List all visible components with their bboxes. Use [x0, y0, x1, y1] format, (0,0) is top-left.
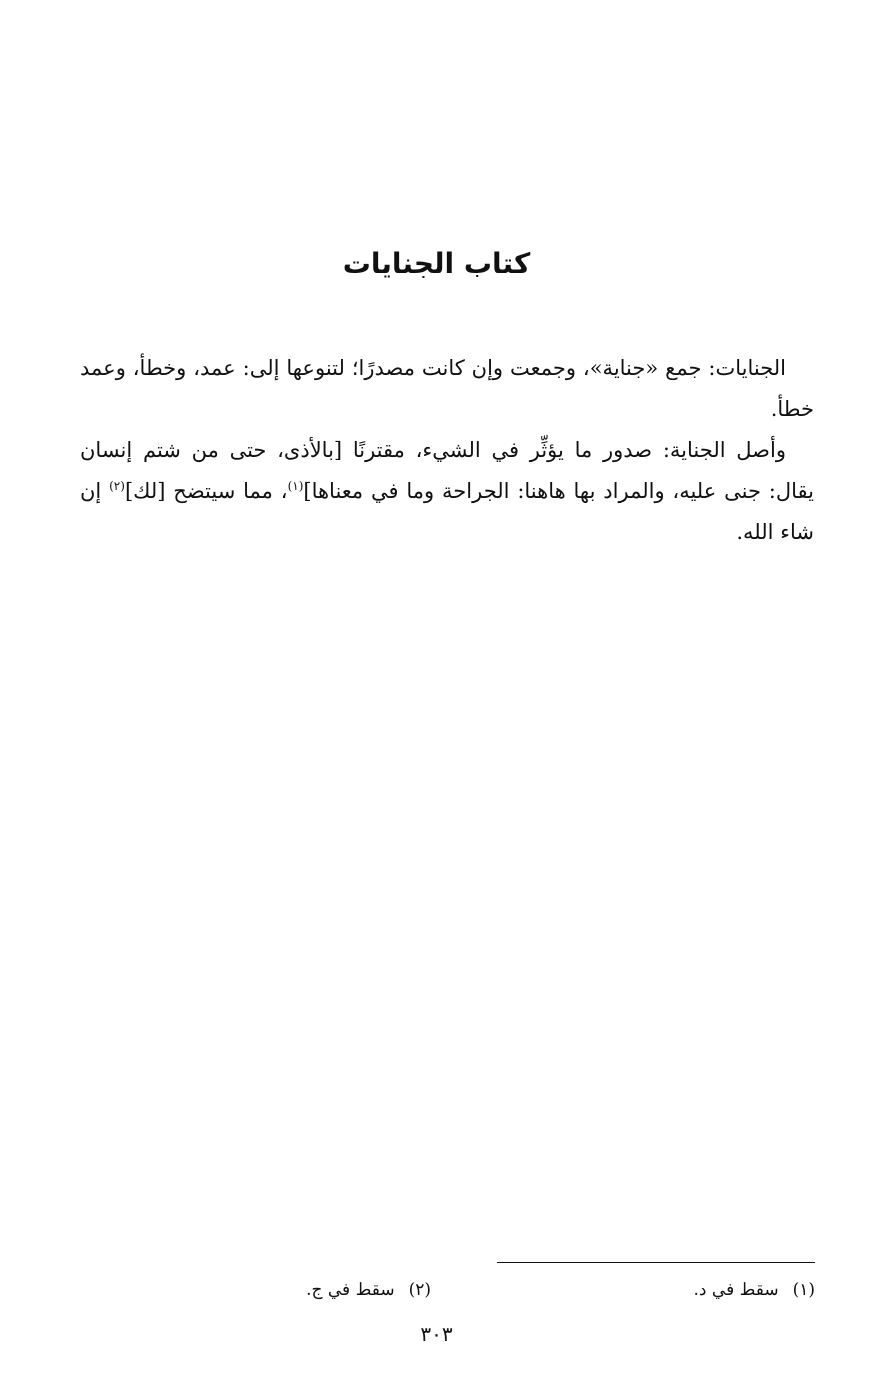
paragraph-origin — [80, 430, 814, 553]
footnote-2 — [306, 1273, 431, 1307]
footnote-number: (١) — [792, 1280, 815, 1300]
footnote-ref-2[interactable]: (٢) — [109, 479, 125, 493]
page-number: ٣٠٣ — [420, 1322, 453, 1346]
chapter-title: كتاب الجنايات — [342, 247, 531, 280]
footnotes — [0, 1273, 873, 1307]
body-text — [80, 348, 814, 553]
paragraph-origin-text-1: وأصل الجناية: صدور ما يؤثِّر في الشيء، مقترنًا [بالأذى، حتى من شتم إنسان يقال: جنى عليه، والمراد بها هاهنا: الجراحة وما في معناها] — [80, 438, 814, 503]
footnote-divider — [497, 1262, 815, 1263]
footnote-text: سقط في ج. — [306, 1280, 395, 1300]
paragraph-definition: الجنايات: جمع «جناية»، وجمعت وإن كانت مصدرًا؛ لتنوعها إلى: عمد، وخطأ، وعمد خطأ. — [80, 356, 814, 421]
footnote-1 — [694, 1273, 815, 1307]
footnote-number: (٢) — [408, 1280, 431, 1300]
paragraph-origin-text-2: ، مما سيتضح [لك] — [124, 479, 288, 503]
footnote-ref-1[interactable]: (١) — [287, 479, 304, 493]
footnote-text: سقط في د. — [693, 1280, 779, 1300]
paragraph-origin-text-3: إن شاء الله. — [80, 479, 814, 544]
